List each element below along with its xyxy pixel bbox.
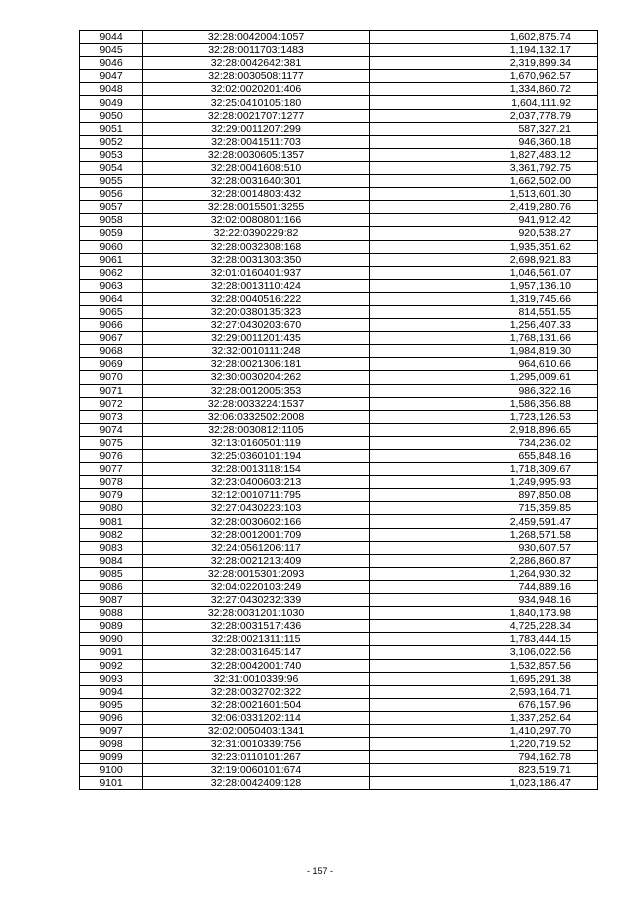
table-row [80, 738, 598, 751]
amount-cell: 1,602,875.74 [370, 31, 598, 44]
amount-cell: 1,718,309.67 [370, 463, 598, 476]
amount-cell: 1,984,819.30 [370, 345, 598, 358]
amount-cell: 1,827,483.12 [370, 148, 598, 161]
row-number-cell: 9082 [80, 528, 143, 541]
row-number-cell: 9091 [80, 646, 143, 659]
table-row [80, 541, 598, 554]
table-row [80, 279, 598, 292]
amount-cell: 1,513,601.30 [370, 188, 598, 201]
amount-cell: 1,935,351.62 [370, 240, 598, 253]
amount-cell: 964,610.66 [370, 358, 598, 371]
cadastral-number-cell: 32:25:0360101:194 [143, 450, 370, 463]
cadastral-number-cell: 32:28:0021306:181 [143, 358, 370, 371]
row-number-cell: 9046 [80, 57, 143, 70]
row-number-cell: 9044 [80, 31, 143, 44]
row-number-cell: 9065 [80, 305, 143, 318]
row-number-cell: 9047 [80, 70, 143, 83]
cadastral-number-cell: 32:12:0010711:795 [143, 489, 370, 502]
cadastral-number-cell: 32:28:0042409:128 [143, 777, 370, 790]
table-row [80, 358, 598, 371]
row-number-cell: 9075 [80, 436, 143, 449]
cadastral-number-cell: 32:28:0012001:709 [143, 528, 370, 541]
row-number-cell: 9045 [80, 44, 143, 57]
row-number-cell: 9089 [80, 620, 143, 633]
amount-cell: 1,783,444.15 [370, 633, 598, 646]
table-row [80, 410, 598, 423]
table-row [80, 567, 598, 580]
cadastral-number-cell: 32:28:0021213:409 [143, 554, 370, 567]
table-row [80, 489, 598, 502]
table-row [80, 292, 598, 305]
row-number-cell: 9087 [80, 594, 143, 607]
cadastral-number-cell: 32:28:0021707:1277 [143, 109, 370, 122]
amount-cell: 744,889.16 [370, 580, 598, 593]
cadastral-number-cell: 32:28:0031201:1030 [143, 607, 370, 620]
row-number-cell: 9057 [80, 201, 143, 214]
amount-cell: 1,723,126.53 [370, 410, 598, 423]
row-number-cell: 9066 [80, 319, 143, 332]
row-number-cell: 9074 [80, 423, 143, 436]
amount-cell: 1,410,297.70 [370, 724, 598, 737]
table-row [80, 633, 598, 646]
cadastral-number-cell: 32:28:0033224:1537 [143, 397, 370, 410]
table-row [80, 384, 598, 397]
table-row [80, 620, 598, 633]
table-row [80, 436, 598, 449]
cadastral-number-cell: 32:27:0430232:339 [143, 594, 370, 607]
cadastral-number-cell: 32:27:0430223:103 [143, 502, 370, 515]
row-number-cell: 9098 [80, 738, 143, 751]
table-row [80, 70, 598, 83]
table-row [80, 607, 598, 620]
row-number-cell: 9061 [80, 253, 143, 266]
amount-cell: 2,918,896.65 [370, 423, 598, 436]
cadastral-number-cell: 32:28:0041608:510 [143, 161, 370, 174]
amount-cell: 941,912.42 [370, 214, 598, 227]
row-number-cell: 9084 [80, 554, 143, 567]
row-number-cell: 9088 [80, 607, 143, 620]
table-row [80, 397, 598, 410]
amount-cell: 814,551.55 [370, 305, 598, 318]
amount-cell: 794,162.78 [370, 751, 598, 764]
amount-cell: 1,334,860.72 [370, 83, 598, 96]
cadastral-number-cell: 32:02:0050403:1341 [143, 724, 370, 737]
cadastral-number-cell: 32:31:0010339:756 [143, 738, 370, 751]
row-number-cell: 9059 [80, 227, 143, 240]
table-row [80, 266, 598, 279]
row-number-cell: 9099 [80, 751, 143, 764]
cadastral-number-cell: 32:29:0011201:435 [143, 332, 370, 345]
cadastral-number-cell: 32:13:0160501:119 [143, 436, 370, 449]
table-row [80, 777, 598, 790]
row-number-cell: 9069 [80, 358, 143, 371]
cadastral-number-cell: 32:28:0032702:322 [143, 685, 370, 698]
amount-cell: 1,670,962.57 [370, 70, 598, 83]
amount-cell: 1,295,009.61 [370, 371, 598, 384]
table-body [80, 31, 598, 790]
amount-cell: 1,662,502.00 [370, 175, 598, 188]
row-number-cell: 9092 [80, 659, 143, 672]
table-row [80, 580, 598, 593]
table-row [80, 332, 598, 345]
amount-cell: 2,593,164.71 [370, 685, 598, 698]
amount-cell: 1,256,407.33 [370, 319, 598, 332]
amount-cell: 920,538.27 [370, 227, 598, 240]
amount-cell: 655,848.16 [370, 450, 598, 463]
cadastral-number-cell: 32:32:0010111:248 [143, 345, 370, 358]
row-number-cell: 9073 [80, 410, 143, 423]
cadastral-number-cell: 32:06:0332502:2008 [143, 410, 370, 423]
cadastral-number-cell: 32:28:0041511:703 [143, 135, 370, 148]
row-number-cell: 9055 [80, 175, 143, 188]
amount-cell: 1,023,186.47 [370, 777, 598, 790]
table-row [80, 724, 598, 737]
cadastral-number-cell: 32:28:0042001:740 [143, 659, 370, 672]
table-row [80, 31, 598, 44]
amount-cell: 676,157.96 [370, 698, 598, 711]
amount-cell: 1,695,291.38 [370, 672, 598, 685]
table-row [80, 214, 598, 227]
amount-cell: 2,698,921.83 [370, 253, 598, 266]
table-row [80, 476, 598, 489]
amount-cell: 715,359.85 [370, 502, 598, 515]
amount-cell: 2,319,899.34 [370, 57, 598, 70]
row-number-cell: 9067 [80, 332, 143, 345]
table-row [80, 57, 598, 70]
amount-cell: 1,194,132.17 [370, 44, 598, 57]
cadastral-number-cell: 32:28:0030602:166 [143, 515, 370, 528]
row-number-cell: 9101 [80, 777, 143, 790]
row-number-cell: 9056 [80, 188, 143, 201]
amount-cell: 946,360.18 [370, 135, 598, 148]
amount-cell: 986,322.16 [370, 384, 598, 397]
cadastral-number-cell: 32:22:0390229:82 [143, 227, 370, 240]
amount-cell: 930,607.57 [370, 541, 598, 554]
table-row [80, 672, 598, 685]
row-number-cell: 9086 [80, 580, 143, 593]
row-number-cell: 9097 [80, 724, 143, 737]
row-number-cell: 9050 [80, 109, 143, 122]
amount-cell: 1,319,745.66 [370, 292, 598, 305]
table-row [80, 554, 598, 567]
cadastral-number-cell: 32:28:0031645:147 [143, 646, 370, 659]
amount-cell: 1,046,561.07 [370, 266, 598, 279]
row-number-cell: 9096 [80, 711, 143, 724]
table-row [80, 502, 598, 515]
cadastral-number-cell: 32:06:0331202:114 [143, 711, 370, 724]
row-number-cell: 9068 [80, 345, 143, 358]
cadastral-number-cell: 32:28:0032308:168 [143, 240, 370, 253]
amount-cell: 1,264,930.32 [370, 567, 598, 580]
cadastral-number-cell: 32:01:0160401:937 [143, 266, 370, 279]
table-row [80, 148, 598, 161]
row-number-cell: 9077 [80, 463, 143, 476]
table-row [80, 371, 598, 384]
cadastral-number-cell: 32:28:0014803:432 [143, 188, 370, 201]
amount-cell: 934,948.16 [370, 594, 598, 607]
amount-cell: 587,327.21 [370, 122, 598, 135]
cadastral-number-cell: 32:23:0110101:267 [143, 751, 370, 764]
amount-cell: 897,850.08 [370, 489, 598, 502]
cadastral-number-cell: 32:28:0015301:2093 [143, 567, 370, 580]
cadastral-number-cell: 32:31:0010339:96 [143, 672, 370, 685]
table-row [80, 175, 598, 188]
row-number-cell: 9080 [80, 502, 143, 515]
row-number-cell: 9085 [80, 567, 143, 580]
amount-cell: 3,106,022.56 [370, 646, 598, 659]
cadastral-number-cell: 32:28:0013118:154 [143, 463, 370, 476]
cadastral-number-cell: 32:28:0030605:1357 [143, 148, 370, 161]
table-row [80, 188, 598, 201]
amount-cell: 1,957,136.10 [370, 279, 598, 292]
table-row [80, 109, 598, 122]
cadastral-number-cell: 32:28:0040516:222 [143, 292, 370, 305]
cadastral-number-cell: 32:28:0042642:381 [143, 57, 370, 70]
cadastral-number-cell: 32:02:0080801:166 [143, 214, 370, 227]
cadastral-number-cell: 32:28:0021601:504 [143, 698, 370, 711]
table-row [80, 423, 598, 436]
table-row [80, 594, 598, 607]
row-number-cell: 9071 [80, 384, 143, 397]
row-number-cell: 9053 [80, 148, 143, 161]
amount-cell: 2,037,778.79 [370, 109, 598, 122]
cadastral-number-cell: 32:28:0042004:1057 [143, 31, 370, 44]
cadastral-number-cell: 32:28:0013110:424 [143, 279, 370, 292]
cadastral-number-cell: 32:29:0011207:299 [143, 122, 370, 135]
amount-cell: 823,519.71 [370, 764, 598, 777]
row-number-cell: 9048 [80, 83, 143, 96]
table-row [80, 135, 598, 148]
cadastral-number-cell: 32:28:0015501:3255 [143, 201, 370, 214]
amount-cell: 1,220,719.52 [370, 738, 598, 751]
table-row [80, 227, 598, 240]
table-row [80, 450, 598, 463]
amount-cell: 1,604,111.92 [370, 96, 598, 109]
cadastral-number-cell: 32:28:0011703:1483 [143, 44, 370, 57]
amount-cell: 1,586,356.88 [370, 397, 598, 410]
cadastral-number-cell: 32:30:0030204:262 [143, 371, 370, 384]
cadastral-number-cell: 32:25:0410105:180 [143, 96, 370, 109]
table-row [80, 528, 598, 541]
row-number-cell: 9095 [80, 698, 143, 711]
row-number-cell: 9090 [80, 633, 143, 646]
row-number-cell: 9072 [80, 397, 143, 410]
amount-cell: 4,725,228.34 [370, 620, 598, 633]
cadastral-number-cell: 32:04:0220103:249 [143, 580, 370, 593]
cadastral-number-cell: 32:28:0031303:350 [143, 253, 370, 266]
row-number-cell: 9083 [80, 541, 143, 554]
page-number: - 157 - [306, 866, 333, 876]
row-number-cell: 9100 [80, 764, 143, 777]
table-row [80, 764, 598, 777]
table-row [80, 253, 598, 266]
table-row [80, 240, 598, 253]
table-row [80, 122, 598, 135]
row-number-cell: 9051 [80, 122, 143, 135]
table-row [80, 751, 598, 764]
amount-cell: 1,532,857.56 [370, 659, 598, 672]
row-number-cell: 9070 [80, 371, 143, 384]
table-row [80, 685, 598, 698]
row-number-cell: 9062 [80, 266, 143, 279]
amount-cell: 1,840,173.98 [370, 607, 598, 620]
row-number-cell: 9063 [80, 279, 143, 292]
table-row [80, 201, 598, 214]
amount-cell: 734,236.02 [370, 436, 598, 449]
cadastral-number-cell: 32:28:0031640:301 [143, 175, 370, 188]
row-number-cell: 9079 [80, 489, 143, 502]
row-number-cell: 9058 [80, 214, 143, 227]
amount-cell: 1,337,252.64 [370, 711, 598, 724]
amount-cell: 2,286,860.87 [370, 554, 598, 567]
row-number-cell: 9094 [80, 685, 143, 698]
amount-cell: 2,419,280.76 [370, 201, 598, 214]
table-row [80, 83, 598, 96]
amount-cell: 2,459,591.47 [370, 515, 598, 528]
table-row [80, 659, 598, 672]
cadastral-number-cell: 32:28:0030508:1177 [143, 70, 370, 83]
cadastral-number-cell: 32:28:0012005:353 [143, 384, 370, 397]
row-number-cell: 9049 [80, 96, 143, 109]
row-number-cell: 9064 [80, 292, 143, 305]
table-row [80, 44, 598, 57]
table-row [80, 345, 598, 358]
data-table [79, 30, 598, 790]
table-row [80, 711, 598, 724]
table-row [80, 646, 598, 659]
row-number-cell: 9081 [80, 515, 143, 528]
row-number-cell: 9076 [80, 450, 143, 463]
table-row [80, 96, 598, 109]
table-row [80, 463, 598, 476]
cadastral-number-cell: 32:19:0060101:674 [143, 764, 370, 777]
cadastral-number-cell: 32:02:0020201:406 [143, 83, 370, 96]
amount-cell: 3,361,792.75 [370, 161, 598, 174]
cadastral-number-cell: 32:27:0430203:670 [143, 319, 370, 332]
cadastral-number-cell: 32:24:0561206:117 [143, 541, 370, 554]
table-row [80, 305, 598, 318]
row-number-cell: 9052 [80, 135, 143, 148]
cadastral-number-cell: 32:28:0031517:436 [143, 620, 370, 633]
cadastral-number-cell: 32:28:0030812:1105 [143, 423, 370, 436]
row-number-cell: 9060 [80, 240, 143, 253]
row-number-cell: 9093 [80, 672, 143, 685]
table-row [80, 698, 598, 711]
amount-cell: 1,268,571.58 [370, 528, 598, 541]
cadastral-number-cell: 32:20:0380135:323 [143, 305, 370, 318]
cadastral-number-cell: 32:28:0021311:115 [143, 633, 370, 646]
row-number-cell: 9078 [80, 476, 143, 489]
cadastral-number-cell: 32:23:0400603:213 [143, 476, 370, 489]
table-row [80, 319, 598, 332]
row-number-cell: 9054 [80, 161, 143, 174]
amount-cell: 1,768,131.66 [370, 332, 598, 345]
table-row [80, 515, 598, 528]
amount-cell: 1,249,995.93 [370, 476, 598, 489]
table-row [80, 161, 598, 174]
